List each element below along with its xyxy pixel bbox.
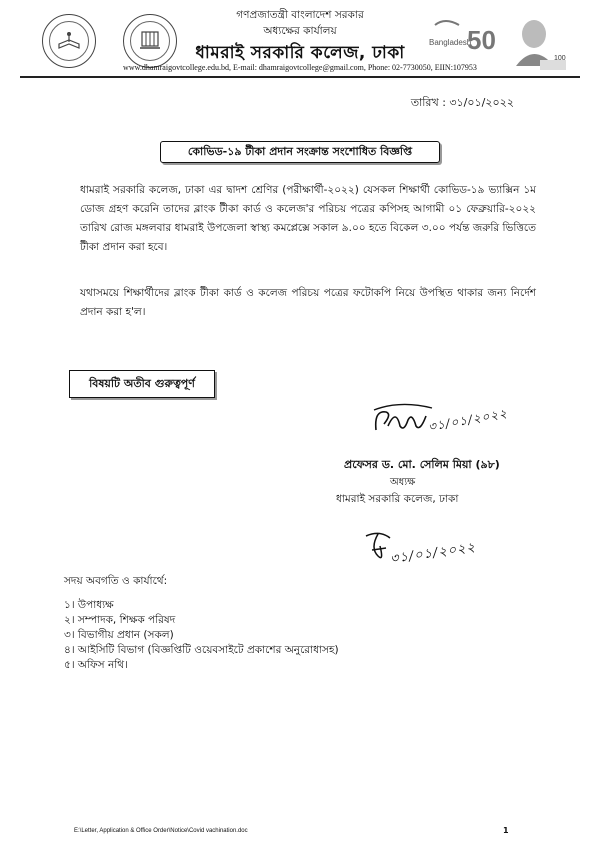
signatory-title: অধ্যক্ষ: [390, 477, 416, 488]
list-item: ৪। আইসিটি বিভাগ (বিজ্ঞপ্তিটি ওয়েবসাইটে প্রকাশের অনুরোধাসহ): [64, 644, 339, 656]
notice-subject: কোভিড-১৯ টীকা প্রদান সংক্রান্ত সংশোধিত বিজ্ঞপ্তি: [160, 141, 440, 163]
signatory-name: প্রফেসর ড. মো. সেলিম মিয়া (৯৮): [344, 458, 500, 471]
list-item: ৫। অফিস নথি।: [64, 659, 128, 671]
distribution-list: [64, 598, 339, 673]
svg-text:Bangladesh: Bangladesh: [429, 38, 472, 47]
important-note-box: বিষয়টি অতীব গুরুত্বপূর্ণ: [69, 370, 215, 398]
svg-text:50: 50: [467, 25, 496, 55]
header-divider: [20, 76, 580, 78]
office-heading: অধ্যক্ষের কার্যালয়: [263, 25, 337, 37]
college-name-title: ধামরাই সরকারি কলেজ, ঢাকা: [195, 43, 405, 63]
signatory-institution: ধামরাই সরকারি কলেজ, ঢাকা: [336, 493, 459, 505]
list-item: ৩। বিভাগীয় প্রধান (সকল): [64, 629, 174, 641]
list-item: ১। উপাধ্যক্ষ: [64, 599, 114, 611]
contact-line: www.dhamraigovtcollege.edu.bd, E-mail: dhamraigovtcollege@gmail.com, Phone: 02-7730050, EIIN:107953: [123, 63, 477, 72]
list-item: ২। সম্পাদক, শিক্ষক পরিষদ: [64, 614, 176, 626]
svg-text:100: 100: [554, 55, 566, 62]
second-signature-date: ৩১/০১/২০২২: [389, 540, 477, 567]
body-paragraph-1: ধামরাই সরকারি কলেজ, ঢাকা এর দ্বাদশ শ্রেণির (পরীক্ষার্থী-২০২২) যেসকল শিক্ষার্থী কোভিড-১৯ ভ্যাক্সিন ১ম ডোজ গ্রহণ করেনি তাদের ব্লাংক টীকা কার্ড ও কলেজ'র পরিচয় পত্রের কপিসহ আগামী ০১ ফেব্রুয়ারি-২০২২ তারিখ রোজ মঙ্গলবার ধামরাই উপজেলা স্বাস্থ্য কমপ্লেক্সে সকাল ৯.০০ হতে বিকেল ৩.০০ পর্যন্ত জরুরি ভিত্তিতে টীকা প্রদান করা হবে।: [80, 184, 536, 253]
signature-date: ৩১/০১/২০২২: [427, 406, 509, 434]
footer-file-path: E:\Letter, Application & Office Order\Notice\Covid vachination.doc: [74, 828, 248, 834]
government-heading: গণপ্রজাতন্ত্রী বাংলাদেশ সরকার: [236, 9, 364, 21]
page-number: 1: [503, 826, 509, 835]
notice-date: তারিখ : ৩১/০১/২০২২: [410, 96, 514, 109]
distribution-heading: সদয় অবগতি ও কার্যার্থে:: [64, 575, 168, 587]
body-paragraph-2: যথাসময়ে শিক্ষার্থীদের ব্লাংক টীকা কার্ড ও কলেজ পরিচয় পত্রের ফটোকপি নিয়ে উপস্থিত থাকার জন্য নির্দেশ প্রদান করা হ'ল।: [80, 287, 536, 318]
